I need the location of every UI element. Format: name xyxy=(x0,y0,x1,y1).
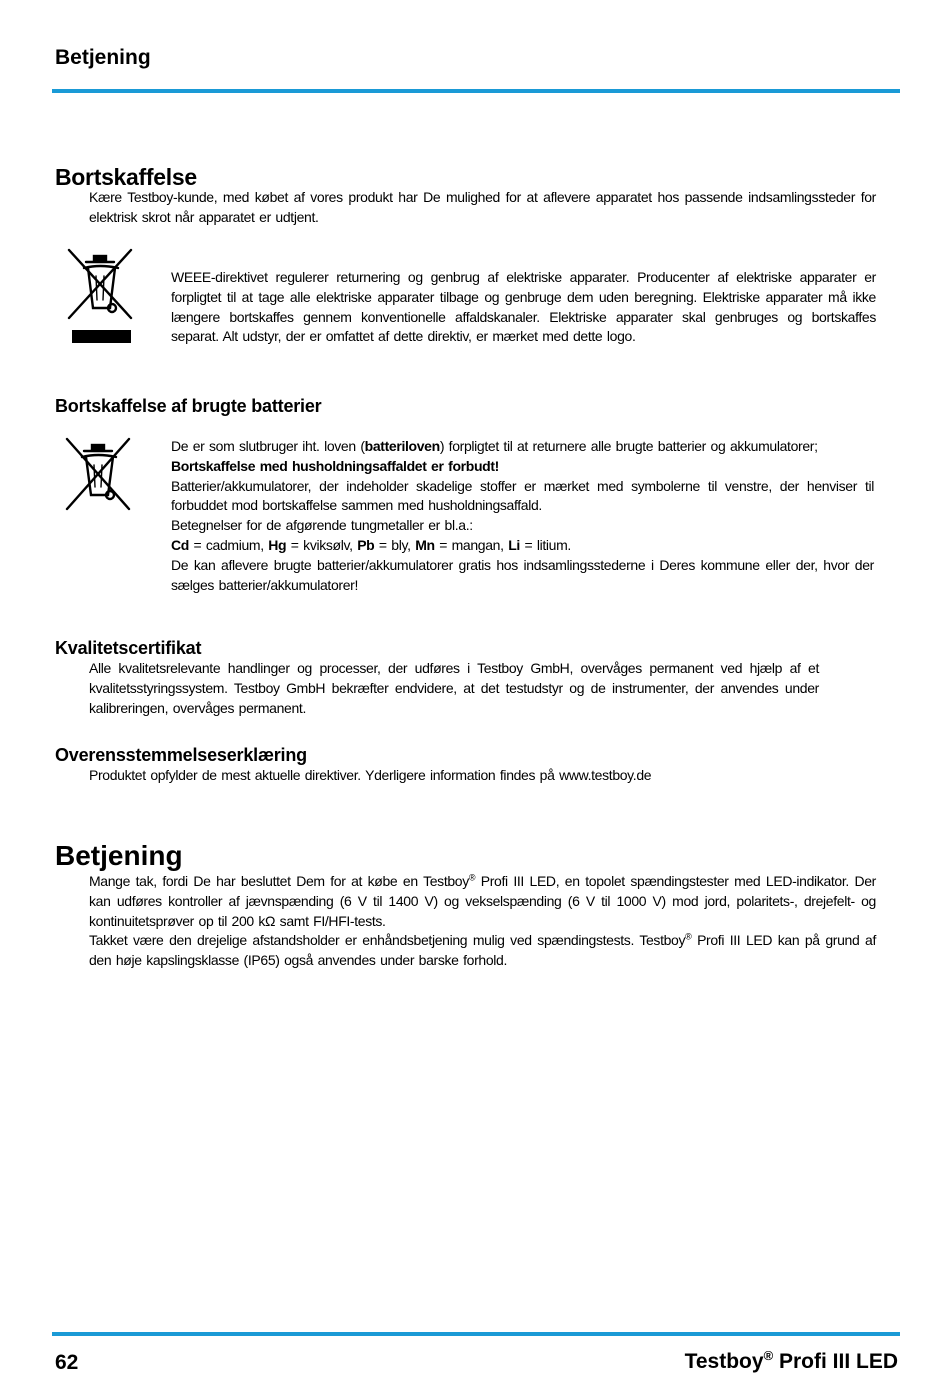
weee-crossed-bin-icon xyxy=(64,246,136,346)
weee-text xyxy=(171,268,876,347)
batteries-line5: De kan aflevere brugte batterier/akkumulatorer gratis hos indsamlingsstederne i Deres kommune eller der, hvor der sælges batterier/akkumulatorer! xyxy=(171,556,874,593)
metal-symbol: Li xyxy=(508,536,520,553)
operation-p1-post: Profi III LED, en topolet spændingstester med LED-indikator. Der kan udføres kontroller af jævnspænding (6 V til 1400 V) og vekselspænding (6 V til 1000 V) mod jord, polaritets-, drejefelt- og kontinuitetsprøver op til 200 kΩ samt FI/HFI-tests. xyxy=(89,873,876,929)
disposal-heading: Bortskaffelse xyxy=(55,164,197,190)
batteries-line3: Batterier/akkumulatorer, der indeholder skadelige stoffer er mærket med symbolerne til venstre, der henviser til forbuddet mod bortskaffelse sammen med husholdningsaffald. xyxy=(171,477,874,514)
battery-crossed-bin-icon xyxy=(62,437,134,513)
footer-model: Profi III LED xyxy=(773,1350,898,1373)
batteries-line1-pre: De er som slutbruger iht. loven ( xyxy=(171,438,365,454)
operation-heading: Betjening xyxy=(55,840,183,871)
batteries-line1 xyxy=(171,437,874,457)
operation-paragraph-2 xyxy=(89,931,876,971)
batteries-heading: Bortskaffelse af brugte batterier xyxy=(55,396,322,416)
metal-name: = cadmium, xyxy=(188,536,269,553)
metal-symbol: Hg xyxy=(268,536,287,553)
conformity-text xyxy=(89,766,876,786)
disposal-intro-text: Kære Testboy-kunde, med købet af vores produkt har De mulighed for at aflevere apparatet hos passende indsamlingssteder for elektrisk skrot når apparatet er udtjent. xyxy=(89,189,876,225)
batteries-line4: Betegnelser for de afgørende tungmetaller er bl.a.: xyxy=(171,517,473,534)
footer-brand: Testboy xyxy=(684,1350,764,1373)
footer-registered-mark: ® xyxy=(763,1348,774,1363)
conformity-paragraph: Produktet opfylder de mest aktuelle direktiver. Yderligere information findes på www.testboy.de xyxy=(89,767,652,783)
page-number: 62 xyxy=(55,1351,79,1374)
page-header-title: Betjening xyxy=(55,46,151,69)
registered-mark: ® xyxy=(468,872,476,883)
batteries-text xyxy=(171,437,874,595)
metal-symbol: Cd xyxy=(171,536,189,553)
metal-name: = kviksølv, xyxy=(286,536,358,553)
metal-name: = mangan, xyxy=(434,536,509,553)
quality-paragraph: Alle kvalitetsrelevante handlinger og processer, der udføres i Testboy GmbH, overvåges permanent ved hjælp af et kvalitetsstyringssystem. Testboy GmbH bekræfter endvidere, at det testudstyr og de instrumenter, der anvendes under kalibreringen, overvåges permanent. xyxy=(89,660,819,716)
batteries-prohibition: Bortskaffelse med husholdningsaffaldet er forbudt! xyxy=(171,457,499,474)
metal-name: = litium. xyxy=(519,536,571,553)
metal-symbol: Mn xyxy=(415,536,435,553)
operation-paragraph-1 xyxy=(89,872,876,931)
quality-heading: Kvalitetscertifikat xyxy=(55,638,202,658)
metal-name: = bly, xyxy=(374,536,416,553)
batteries-law-name: batteriloven xyxy=(364,438,440,454)
metal-symbol: Pb xyxy=(357,536,375,553)
weee-paragraph: WEEE-direktivet regulerer returnering og genbrug af elektriske apparater. Producenter af elektriske apparater er forpligtet til at tage alle elektriske apparater tilbage og genbruge dem uden beregning. Elektriske apparater må ikke længere bortskaffes gennem konventionelle affaldskanaler. Elektriske apparater skal genbruges og bortskaffes separat. Alt udstyr, der er omfattet af dette direktiv, er mærket med dette logo. xyxy=(171,269,876,345)
operation-text xyxy=(89,872,876,971)
disposal-intro xyxy=(89,188,876,228)
batteries-line1-post: ) forpligtet til at returnere alle brugte batterier og akkumulatorer; xyxy=(439,438,818,454)
footer-rule xyxy=(52,1332,900,1336)
batteries-metals xyxy=(171,536,874,556)
operation-p1-pre: Mange tak, fordi De har besluttet Dem for at købe en Testboy xyxy=(89,873,469,889)
operation-p2-post: Profi III LED kan på grund af den høje kapslingsklasse (IP65) også anvendes under barske forhold. xyxy=(89,932,876,969)
batteries-line2 xyxy=(171,457,874,477)
conformity-heading: Overensstemmelseserklæring xyxy=(55,745,307,765)
registered-mark: ® xyxy=(685,931,692,942)
quality-text xyxy=(89,659,819,718)
header-rule xyxy=(52,89,900,93)
operation-p2-pre: Takket være den drejelige afstandsholder er enhåndsbetjening mulig ved spændingstests. Testboy xyxy=(89,932,686,949)
footer-product-name xyxy=(685,1348,898,1374)
